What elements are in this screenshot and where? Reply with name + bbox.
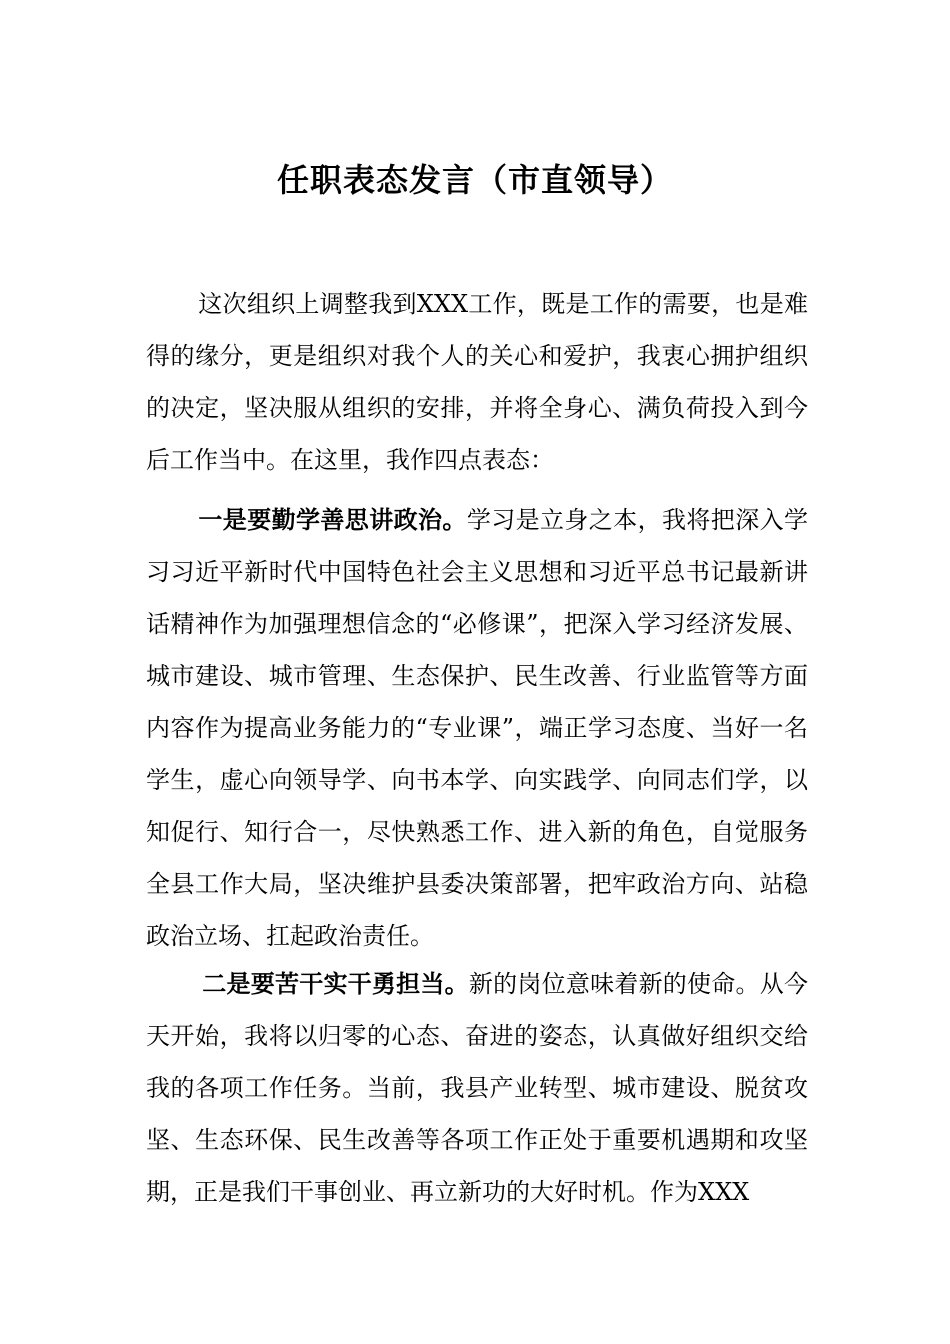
paragraph-text: 学习是立身之本，我将把深入学习习近平新时代中国特色社会主义思想和习近平总书记最新讲话精神作为加强理想信念的“必修课”，把深入学习经济发展、城市建设、城市管理、生态保护、民生改善、行业监管等方面内容作为提高业务能力的“专业课”，端正学习态度、当好一名学生，虚心向领导学、向书本学、向实践学、向同志们学，以知促行、知行合一，尽快熟悉工作、进入新的角色，自觉服务全县工作大局，坚决维护县委决策部署，把牢政治方向、站稳政治立场、扛起政治责任。 — [146, 506, 809, 950]
document-title: 任职表态发言（市直领导） — [276, 161, 673, 199]
paragraph-lead-heading: 二是要苦干实干勇担当。 — [202, 970, 469, 998]
paragraph-lead-heading: 一是要勤学善思讲政治。 — [198, 506, 467, 534]
paragraph-text: 新的岗位意味着新的使命。从今天开始，我将以归零的心态、奋进的姿态，认真做好组织交给我的各项工作任务。当前，我县产业转型、城市建设、脱贫攻坚、生态环保、民生改善等各项工作正处于重要机遇期和攻坚期，正是我们干事创业、再立新功的大好时机。作为XXX — [146, 970, 809, 1206]
paragraph-intro — [146, 278, 808, 486]
paragraph-point-two — [146, 958, 808, 1218]
paragraph-point-one — [146, 494, 808, 962]
paragraph-text: 这次组织上调整我到XXX工作，既是工作的需要，也是难得的缘分，更是组织对我个人的关心和爱护，我衷心拥护组织的决定，坚决服从组织的安排，并将全身心、满负荷投入到今后工作当中。在这里，我作四点表态： — [146, 290, 808, 474]
